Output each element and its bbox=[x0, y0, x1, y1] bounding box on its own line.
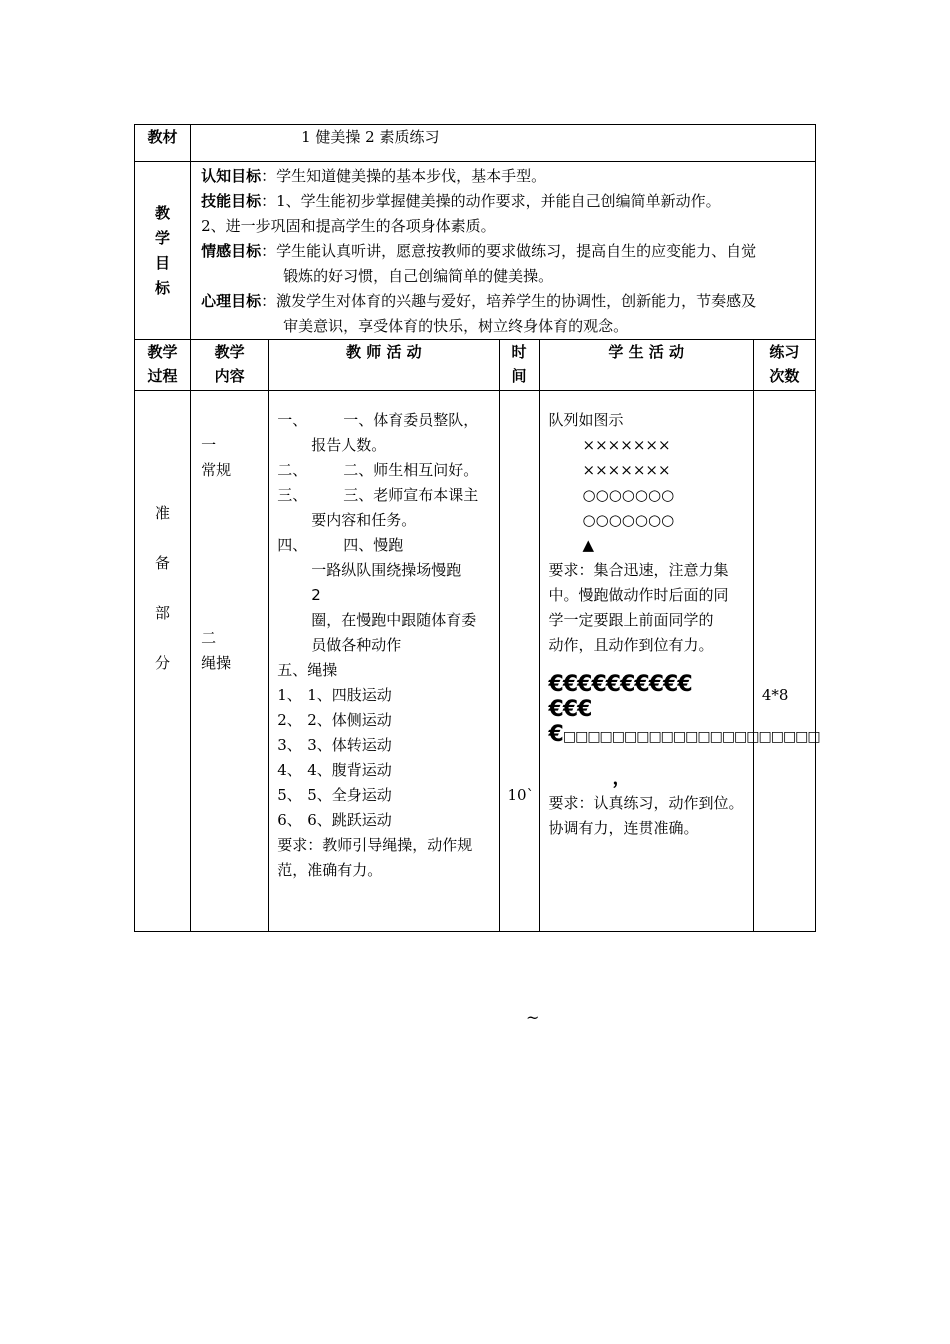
header-count: 练习 次数 bbox=[753, 340, 815, 391]
teacher-step-1: 一、 一、体育委员整队， bbox=[277, 411, 479, 429]
student-requirement-b2: 协调有力，连贯准确。 bbox=[548, 819, 699, 837]
header-time: 时 间 bbox=[499, 340, 539, 391]
mental-objective-cont: 审美意识，享受体育的快乐，树立终身体育的观念。 bbox=[283, 317, 629, 335]
materials-value-cell bbox=[191, 125, 816, 162]
objectives-label-char: 标 bbox=[155, 278, 171, 297]
teacher-step-4-laps: 2 bbox=[311, 586, 321, 604]
teacher-step-4: 四、 四、慢跑 bbox=[277, 536, 404, 554]
objectives-cell bbox=[191, 162, 816, 340]
mental-objective: 心理目标：激发学生对体育的兴趣与爱好，培养学生的协调性，创新能力，节奏感及 bbox=[201, 292, 757, 310]
exercise-4: 4、 4、腹背运动 bbox=[277, 761, 392, 779]
teacher-position-mark: ▲ bbox=[582, 536, 595, 554]
skill-objective-2: 2、进一步巩固和提高学生的各项身体素质。 bbox=[201, 217, 496, 235]
cognitive-objective: 认知目标：学生知道健美操的基本步伐，基本手型。 bbox=[201, 167, 547, 185]
section-label-char: 准 bbox=[155, 504, 171, 522]
teacher-step-5: 五、绳操 bbox=[277, 661, 338, 679]
emotion-objective: 情感目标：学生能认真听讲，愿意按教师的要求做练习，提高自生的应变能力、自觉 bbox=[201, 242, 757, 260]
stray-comma: ， bbox=[612, 768, 631, 789]
content-item-2-name: 绳操 bbox=[201, 654, 232, 672]
teacher-step-3: 三、 三、老师宣布本课主 bbox=[277, 486, 479, 504]
garbled-symbols-3: €□□□□□□□□□□□□□□□□□□□□□ bbox=[548, 722, 820, 747]
student-requirement-b: 要求：认真练习，动作到位。 bbox=[548, 794, 744, 812]
objectives-label-char: 目 bbox=[155, 253, 171, 272]
teacher-step-4-cont: 一路纵队围绕操场慢跑 bbox=[311, 561, 462, 579]
header-content: 教学 内容 bbox=[191, 340, 269, 391]
content-item-1-name: 常规 bbox=[201, 461, 232, 479]
content-cell bbox=[191, 391, 269, 932]
preparation-row bbox=[135, 391, 816, 932]
teacher-activity-cell bbox=[269, 391, 499, 932]
materials-value: 1 健美操 2 素质练习 bbox=[301, 128, 440, 146]
teacher-requirement-cont: 范，准确有力。 bbox=[277, 861, 383, 879]
footer-mark: ~ bbox=[526, 1008, 540, 1027]
time-cell bbox=[499, 391, 539, 932]
materials-label: 教材 bbox=[147, 128, 178, 146]
student-requirement-a2: 中。慢跑做动作时后面的同 bbox=[548, 586, 729, 604]
header-process: 教学 过程 bbox=[135, 340, 191, 391]
exercise-3: 3、 3、体转运动 bbox=[277, 736, 392, 754]
student-requirement-a: 要求：集合迅速，注意力集 bbox=[548, 561, 729, 579]
objectives-label-char: 教 bbox=[155, 203, 171, 222]
count-cell bbox=[753, 391, 815, 932]
materials-row bbox=[135, 125, 816, 162]
exercise-6: 6、 6、跳跃运动 bbox=[277, 811, 392, 829]
time-value: 10` bbox=[507, 786, 535, 804]
formation-row-3: ○○○○○○○ bbox=[582, 486, 675, 504]
section-label-char: 分 bbox=[155, 654, 171, 672]
materials-label-cell bbox=[135, 125, 191, 162]
header-row bbox=[135, 340, 816, 391]
teacher-step-2: 二、 二、师生相互问好。 bbox=[277, 461, 479, 479]
section-label-char: 备 bbox=[155, 554, 171, 572]
student-requirement-a3: 学一定要跟上前面同学的 bbox=[548, 611, 714, 629]
section-label-cell bbox=[135, 391, 191, 932]
garbled-symbols-2: €€€ bbox=[548, 697, 592, 722]
formation-title: 队列如图示 bbox=[548, 411, 624, 429]
teacher-step-1-cont: 报告人数。 bbox=[311, 436, 387, 454]
exercise-1: 1、 1、四肢运动 bbox=[277, 686, 392, 704]
objectives-label-cell bbox=[135, 162, 191, 340]
teacher-step-4-cont-2: 圈，在慢跑中跟随体育委 bbox=[311, 611, 477, 629]
garbled-symbols-1: €€€€€€€€€€ bbox=[548, 672, 692, 697]
emotion-objective-cont: 锻炼的好习惯，自己创编简单的健美操。 bbox=[283, 267, 554, 285]
lesson-plan-table bbox=[134, 124, 820, 932]
formation-row-4: ○○○○○○○ bbox=[582, 511, 675, 529]
objectives-row bbox=[135, 162, 816, 340]
count-value: 4*8 bbox=[761, 686, 789, 704]
formation-row-1: ××××××× bbox=[582, 436, 671, 454]
content-item-1-num: 一 bbox=[201, 436, 217, 454]
content-item-2-num: 二 bbox=[201, 629, 217, 647]
exercise-2: 2、 2、体侧运动 bbox=[277, 711, 392, 729]
header-teacher: 教 师 活 动 bbox=[269, 340, 499, 391]
formation-row-2: ××××××× bbox=[582, 461, 671, 479]
teacher-requirement: 要求：教师引导绳操，动作规 bbox=[277, 836, 473, 854]
section-label-char: 部 bbox=[155, 604, 171, 622]
teacher-step-4-cont-3: 员做各种动作 bbox=[311, 636, 402, 654]
exercise-5: 5、 5、全身运动 bbox=[277, 786, 392, 804]
student-requirement-a4: 动作，且动作到位有力。 bbox=[548, 636, 714, 654]
skill-objective: 技能目标：1、学生能初步掌握健美操的动作要求，并能自己创编简单新动作。 bbox=[201, 192, 721, 210]
header-student: 学 生 活 动 bbox=[539, 340, 753, 391]
teacher-step-3-cont: 要内容和任务。 bbox=[311, 511, 417, 529]
objectives-label-char: 学 bbox=[155, 228, 171, 247]
